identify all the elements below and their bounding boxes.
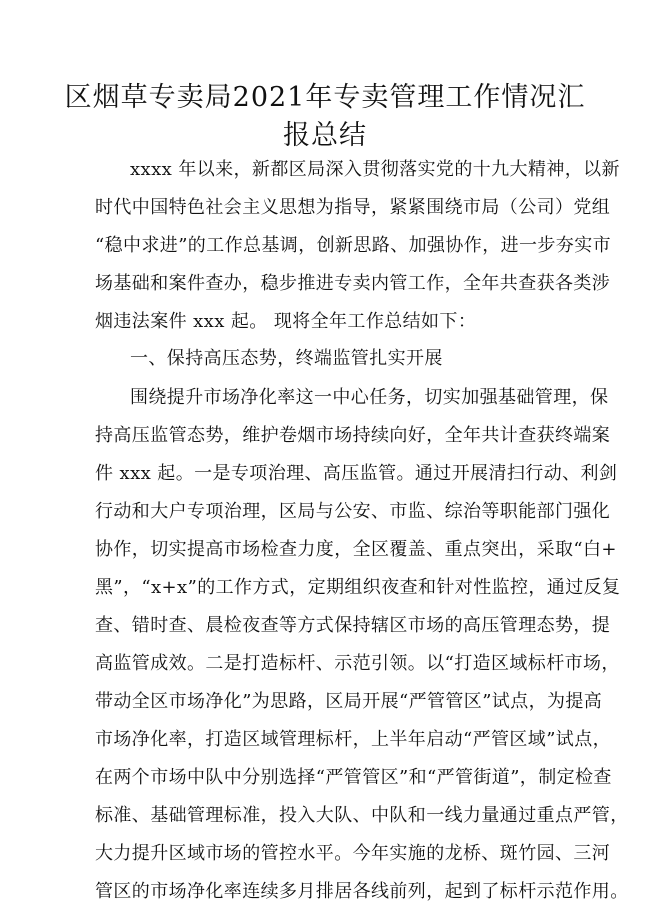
paragraph-line: 标准、基础管理标准，投入大队、中队和一线力量通过重点严管， bbox=[95, 805, 629, 826]
paragraph-line: 管区的市场净化率连续多月排居各线前列，起到了标杆示范作用。 bbox=[95, 881, 629, 902]
paragraph-line: 时代中国特色社会主义思想为指导，紧紧围绕市局（公司）党组 bbox=[95, 197, 611, 218]
paragraph-line: 烟违法案件 xxx 起。 现将全年工作总结如下： bbox=[95, 311, 477, 332]
paragraph-line: 围绕提升市场净化率这一中心任务，切实加强基础管理，保 bbox=[130, 387, 609, 408]
paragraph-line: 市场净化率，打造区域管理标杆，上半年启动“严管区域”试点， bbox=[95, 729, 612, 750]
section-heading: 一、保持高压态势，终端监管扎实开展 bbox=[130, 348, 443, 369]
paragraph-line: 行动和大户专项治理，区局与公安、市监、综治等职能部门强化 bbox=[95, 501, 611, 522]
document-title-line-2: 报总结 bbox=[283, 120, 367, 151]
paragraph-line: 持高压监管态势，维护卷烟市场持续向好，全年共计查获终端案 bbox=[95, 425, 611, 446]
paragraph-line: xxxx 年以来，新都区局深入贯彻落实党的十九大精神，以新 bbox=[130, 159, 620, 180]
paragraph-line: 带动全区市场净化”为思路，区局开展“严管管区”试点，为提高 bbox=[95, 691, 603, 712]
paragraph-line: 场基础和案件查办，稳步推进专卖内管工作，全年共查获各类涉 bbox=[95, 273, 611, 294]
document-title-line-1: 区烟草专卖局2021年专卖管理工作情况汇 bbox=[64, 82, 586, 113]
paragraph-line: “稳中求进”的工作总基调，创新思路、加强协作，进一步夯实市 bbox=[95, 235, 612, 256]
paragraph-line: 在两个市场中队中分别选择“严管管区”和“严管街道”，制定检查 bbox=[95, 767, 612, 788]
paragraph-line: 大力提升区域市场的管控水平。今年实施的龙桥、斑竹园、三河 bbox=[95, 843, 611, 864]
paragraph-line: 高监管成效。二是打造标杆、示范引领。以“打造区域标杆市场， bbox=[95, 653, 620, 674]
paragraph-line: 件 xxx 起。一是专项治理、高压监管。通过开展清扫行动、利剑 bbox=[95, 463, 618, 484]
paragraph-line: 协作，切实提高市场检查力度，全区覆盖、重点突出，采取“白+ bbox=[95, 539, 617, 560]
paragraph-line: 黑”，“x+x”的工作方式，定期组织夜查和针对性监控，通过反复 bbox=[95, 577, 621, 598]
paragraph-line: 查、错时查、晨检夜查等方式保持辖区市场的高压管理态势，提 bbox=[95, 615, 611, 636]
